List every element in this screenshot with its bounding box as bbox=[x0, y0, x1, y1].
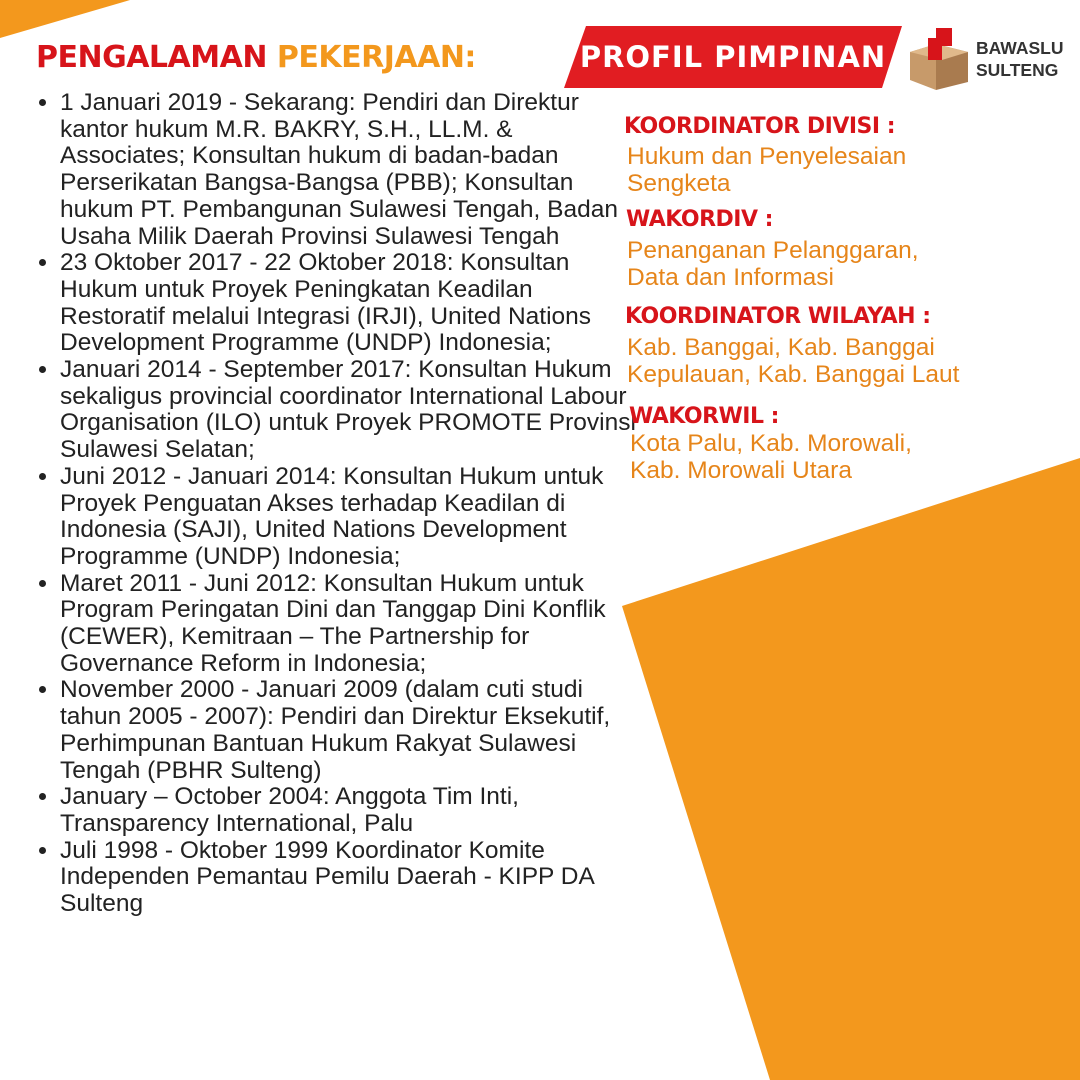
list-item: • 23 Oktober 2017 - 22 Oktober 2018: Konsultan Hukum untuk Proyek Peningkatan Keadilan Restoratif melalui Integrasi (IRJI), United Nations Development Programme (UNDP) Indonesia; bbox=[60, 250, 640, 357]
experience-list bbox=[28, 90, 640, 918]
list-item: • Maret 2011 - Juni 2012: Konsultan Hukum untuk Program Peringatan Dini dan Tanggap Dini Konflik (CEWER), Kemitraan – The Partnership for Governance Reform in Indonesia; bbox=[60, 571, 640, 678]
list-item: • Januari 2014 - September 2017: Konsultan Hukum sekaligus provincial coordinator International Labour Organisation (ILO) untuk Proyek PROMOTE Provinsi Sulawesi Selatan; bbox=[60, 357, 640, 464]
list-item: • Juni 2012 - Januari 2014: Konsultan Hukum untuk Proyek Penguatan Akses terhadap Keadilan di Indonesia (SAJI), United Nations Development Programme (UNDP) Indonesia; bbox=[60, 464, 640, 571]
section-title-part1: PENGALAMAN bbox=[36, 40, 267, 75]
role-value-line: Data dan Informasi bbox=[627, 264, 834, 291]
ballot-box-icon bbox=[906, 24, 972, 94]
role-value-line: Kepulauan, Kab. Banggai Laut bbox=[627, 361, 960, 388]
section-title bbox=[36, 40, 476, 76]
banner-label: PROFIL PIMPINAN bbox=[579, 40, 887, 74]
logo-text-line1: BAWASLU bbox=[976, 38, 1064, 58]
role-value-line: Hukum dan Penyelesaian bbox=[627, 143, 907, 170]
bawaslu-logo bbox=[906, 24, 1074, 94]
list-item: • January – October 2004: Anggota Tim Inti, Transparency International, Palu bbox=[60, 784, 640, 837]
profile-banner bbox=[564, 26, 902, 88]
logo-text-line2: SULTENG bbox=[976, 60, 1059, 80]
role-value-line: Sengketa bbox=[627, 170, 731, 197]
list-item: • 1 Januari 2019 - Sekarang: Pendiri dan Direktur kantor hukum M.R. BAKRY, S.H., LL.M. & Associates; Konsultan hukum di badan-badan Perserikatan Bangsa-Bangsa (PBB); Konsultan hukum PT. Pembangunan Sulawesi Tengah, Badan Usaha Milik Daerah Provinsi Sulawesi Tengah bbox=[60, 90, 640, 250]
role-value-line: Penanganan Pelanggaran, bbox=[627, 237, 919, 264]
role-value-line: Kota Palu, Kab. Morowali, bbox=[630, 430, 912, 457]
role-value-line: Kab. Banggai, Kab. Banggai bbox=[627, 334, 935, 361]
list-item: • Juli 1998 - Oktober 1999 Koordinator Komite Independen Pemantau Pemilu Daerah - KIPP DA Sulteng bbox=[60, 838, 640, 918]
role-label-wakordiv: WAKORDIV : bbox=[626, 207, 773, 232]
section-title-part2: PEKERJAAN: bbox=[276, 40, 476, 75]
role-label-wakorwil: WAKORWIL : bbox=[629, 404, 779, 429]
list-item: • November 2000 - Januari 2009 (dalam cuti studi tahun 2005 - 2007): Pendiri dan Direktur Eksekutif, Perhimpunan Bantuan Hukum Rakyat Sulawesi Tengah (PBHR Sulteng) bbox=[60, 677, 640, 784]
role-label-koordinator-divisi: KOORDINATOR DIVISI : bbox=[624, 114, 896, 139]
role-label-koordinator-wilayah: KOORDINATOR WILAYAH : bbox=[625, 304, 931, 329]
role-value-line: Kab. Morowali Utara bbox=[630, 457, 852, 484]
